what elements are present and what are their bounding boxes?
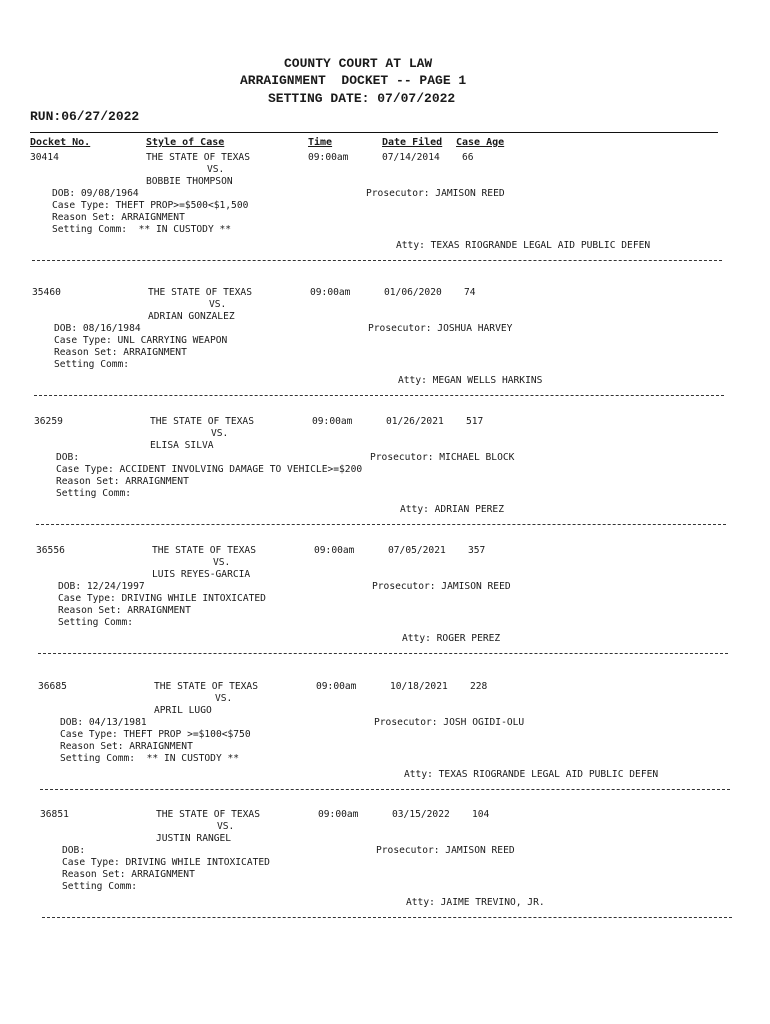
col-date-filed: Date Filed	[382, 137, 443, 148]
report-title: COUNTY COURT AT LAW	[284, 56, 433, 71]
record-separator	[32, 260, 722, 261]
case-age: 74	[464, 287, 476, 298]
case-type-line: Case Type: THEFT PROP>=$500<$1,500	[52, 200, 249, 211]
reason-set-line: Reason Set: ARRAIGNMENT	[60, 741, 193, 752]
dob-line: DOB: 09/08/1964	[52, 188, 139, 199]
plaintiff: THE STATE OF TEXAS	[152, 545, 256, 556]
date-filed: 01/06/2020	[384, 287, 442, 298]
reason-set-line: Reason Set: ARRAIGNMENT	[62, 869, 195, 880]
hearing-time: 09:00am	[308, 152, 349, 163]
hearing-time: 09:00am	[310, 287, 351, 298]
prosecutor-line: Prosecutor: JOSHUA HARVEY	[368, 323, 513, 334]
versus-label: VS.	[213, 557, 231, 568]
versus-label: VS.	[207, 164, 225, 175]
versus-label: VS.	[211, 428, 229, 439]
reason-set-line: Reason Set: ARRAIGNMENT	[52, 212, 185, 223]
setting-comm-line: Setting Comm:	[62, 881, 138, 892]
record-separator	[40, 789, 730, 790]
setting-comm-line: Setting Comm:	[56, 488, 132, 499]
defendant-name: BOBBIE THOMPSON	[146, 176, 233, 187]
setting-comm-line: Setting Comm: ** IN CUSTODY **	[52, 224, 232, 235]
case-age: 228	[470, 681, 488, 692]
dob-line: DOB:	[62, 845, 86, 856]
defendant-name: APRIL LUGO	[154, 705, 212, 716]
case-age: 104	[472, 809, 490, 820]
case-type-line: Case Type: ACCIDENT INVOLVING DAMAGE TO VEHICLE>=$200	[56, 464, 363, 475]
record-separator	[38, 653, 728, 654]
case-age: 517	[466, 416, 484, 427]
date-filed: 01/26/2021	[386, 416, 444, 427]
record-separator	[36, 524, 726, 525]
col-docket-no: Docket No.	[30, 137, 91, 148]
plaintiff: THE STATE OF TEXAS	[156, 809, 260, 820]
dob-line: DOB: 12/24/1997	[58, 581, 145, 592]
date-filed: 03/15/2022	[392, 809, 450, 820]
hearing-time: 09:00am	[318, 809, 359, 820]
defendant-name: LUIS REYES-GARCIA	[152, 569, 251, 580]
header-rule	[30, 132, 718, 133]
dob-line: DOB:	[56, 452, 80, 463]
plaintiff: THE STATE OF TEXAS	[154, 681, 258, 692]
date-filed: 10/18/2021	[390, 681, 448, 692]
attorney-line: Atty: TEXAS RIOGRANDE LEGAL AID PUBLIC DEFEN	[396, 240, 651, 251]
prosecutor-line: Prosecutor: JAMISON REED	[372, 581, 511, 592]
setting-comm-line: Setting Comm: ** IN CUSTODY **	[60, 753, 240, 764]
prosecutor-line: Prosecutor: MICHAEL BLOCK	[370, 452, 515, 463]
setting-comm-line: Setting Comm:	[54, 359, 130, 370]
docket-number: 36851	[40, 809, 69, 820]
attorney-line: Atty: MEGAN WELLS HARKINS	[398, 375, 543, 386]
col-case-age: Case Age	[456, 137, 505, 148]
docket-number: 36556	[36, 545, 65, 556]
run-date: RUN:06/27/2022	[30, 109, 140, 124]
setting-comm-line: Setting Comm:	[58, 617, 134, 628]
hearing-time: 09:00am	[314, 545, 355, 556]
dob-line: DOB: 04/13/1981	[60, 717, 147, 728]
versus-label: VS.	[215, 693, 233, 704]
attorney-line: Atty: ROGER PEREZ	[402, 633, 501, 644]
versus-label: VS.	[209, 299, 227, 310]
docket-page-heading: ARRAIGNMENT DOCKET -- PAGE 1	[240, 73, 467, 88]
plaintiff: THE STATE OF TEXAS	[148, 287, 252, 298]
plaintiff: THE STATE OF TEXAS	[150, 416, 254, 427]
plaintiff: THE STATE OF TEXAS	[146, 152, 250, 163]
case-type-line: Case Type: UNL CARRYING WEAPON	[54, 335, 228, 346]
col-style-of-case: Style of Case	[146, 137, 225, 148]
docket-number: 35460	[32, 287, 61, 298]
case-age: 66	[462, 152, 474, 163]
versus-label: VS.	[217, 821, 235, 832]
case-type-line: Case Type: DRIVING WHILE INTOXICATED	[62, 857, 270, 868]
docket-number: 36259	[34, 416, 63, 427]
attorney-line: Atty: TEXAS RIOGRANDE LEGAL AID PUBLIC DEFEN	[404, 769, 659, 780]
reason-set-line: Reason Set: ARRAIGNMENT	[56, 476, 189, 487]
hearing-time: 09:00am	[316, 681, 357, 692]
hearing-time: 09:00am	[312, 416, 353, 427]
prosecutor-line: Prosecutor: JAMISON REED	[376, 845, 515, 856]
docket-number: 30414	[30, 152, 59, 163]
case-type-line: Case Type: DRIVING WHILE INTOXICATED	[58, 593, 266, 604]
record-separator	[34, 395, 724, 396]
docket-number: 36685	[38, 681, 67, 692]
record-separator	[42, 917, 732, 918]
attorney-line: Atty: ADRIAN PEREZ	[400, 504, 504, 515]
prosecutor-line: Prosecutor: JOSH OGIDI-OLU	[374, 717, 525, 728]
setting-date: SETTING DATE: 07/07/2022	[268, 91, 456, 106]
attorney-line: Atty: JAIME TREVINO, JR.	[406, 897, 545, 908]
prosecutor-line: Prosecutor: JAMISON REED	[366, 188, 505, 199]
reason-set-line: Reason Set: ARRAIGNMENT	[58, 605, 191, 616]
defendant-name: ADRIAN GONZALEZ	[148, 311, 235, 322]
date-filed: 07/14/2014	[382, 152, 440, 163]
case-age: 357	[468, 545, 486, 556]
dob-line: DOB: 08/16/1984	[54, 323, 141, 334]
date-filed: 07/05/2021	[388, 545, 446, 556]
col-time: Time	[308, 137, 333, 148]
defendant-name: JUSTIN RANGEL	[156, 833, 232, 844]
reason-set-line: Reason Set: ARRAIGNMENT	[54, 347, 187, 358]
case-type-line: Case Type: THEFT PROP >=$100<$750	[60, 729, 251, 740]
defendant-name: ELISA SILVA	[150, 440, 214, 451]
